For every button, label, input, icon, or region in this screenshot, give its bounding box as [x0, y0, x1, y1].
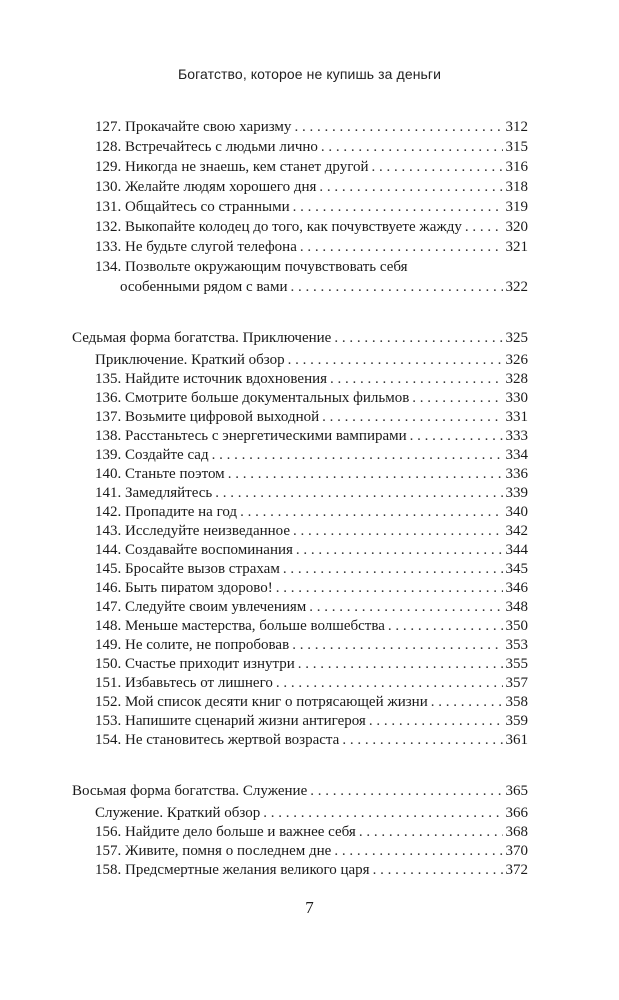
dot-leader: [388, 616, 503, 636]
dot-leader: [309, 597, 502, 617]
toc-entry-page: 322: [505, 279, 528, 295]
dot-leader: [359, 822, 503, 842]
dot-leader: [410, 426, 503, 446]
toc-entry-label: 139. Создайте сад: [95, 447, 209, 463]
toc-entry: [95, 445, 528, 465]
dot-leader: [240, 502, 502, 522]
dot-leader: [293, 197, 503, 217]
toc-entry-page: 318: [505, 179, 528, 195]
toc-entry-label: 130. Желайте людям хорошего дня: [95, 179, 317, 195]
toc-entry: [95, 635, 528, 655]
toc-entry: [95, 803, 528, 823]
dot-leader: [290, 277, 502, 297]
section-title-label: Восьмая форма богатства. Служение: [72, 783, 308, 799]
toc-entry-label: 138. Расстаньтесь с энергетическими вампирами: [95, 428, 407, 444]
toc-entry-label: 145. Бросайте вызов страхам: [95, 561, 280, 577]
dot-leader: [288, 350, 503, 370]
toc-entry-page: 315: [505, 139, 528, 155]
toc-entry: [95, 692, 528, 712]
toc-entry-label: 146. Быть пиратом здорово!: [95, 580, 273, 596]
toc-entry: [95, 217, 528, 237]
toc-entry-label: 148. Меньше мастерства, больше волшебства: [95, 618, 385, 634]
toc-entry-page: 353: [505, 637, 528, 653]
dot-leader: [298, 654, 503, 674]
dot-leader: [276, 673, 503, 693]
toc-entry: [95, 673, 528, 693]
toc-entry-page: 340: [505, 504, 528, 520]
toc-entry-page: 330: [505, 390, 528, 406]
toc-entry-label: 132. Выкопайте колодец до того, как почувствуете жажду: [95, 219, 462, 235]
toc-entry: [95, 616, 528, 636]
toc-entry: [95, 521, 528, 541]
toc-entry-label: 154. Не становитесь жертвой возраста: [95, 732, 340, 748]
toc-entry: [95, 407, 528, 427]
toc-entry-page: 368: [505, 824, 528, 840]
dot-leader: [369, 711, 503, 731]
toc-entry-page: 370: [505, 843, 528, 859]
toc-entry-label: 158. Предсмертные желания великого царя: [95, 862, 370, 878]
toc-entry: [95, 350, 528, 370]
dot-leader: [465, 217, 503, 237]
toc-entry: [95, 388, 528, 408]
dot-leader: [300, 237, 503, 257]
toc-entry-label-line2: особенными рядом с вами: [120, 279, 288, 295]
toc-entry: [95, 257, 528, 277]
section-title-label: Седьмая форма богатства. Приключение: [72, 330, 332, 346]
dot-leader: [372, 157, 503, 177]
toc-entry: [95, 117, 528, 137]
toc-entry-page: 316: [505, 159, 528, 175]
toc-entry-label-line1: 134. Позвольте окружающим почувствовать себя: [95, 259, 408, 275]
toc-entry-page: 326: [505, 352, 528, 368]
toc-entry-page: 320: [505, 219, 528, 235]
toc-entry-page: 339: [505, 485, 528, 501]
dot-leader: [296, 540, 503, 560]
toc-entry: [95, 822, 528, 842]
toc-entry: [95, 578, 528, 598]
toc-entry-label: 147. Следуйте своим увлечениям: [95, 599, 307, 615]
dot-leader: [431, 692, 503, 712]
toc-entry-label: 141. Замедляйтесь: [95, 485, 213, 501]
toc-entry: [95, 464, 528, 484]
toc-entry-page: 348: [505, 599, 528, 615]
toc-entry: [95, 157, 528, 177]
toc-entry-label: 127. Прокачайте свою харизму: [95, 119, 292, 135]
toc-entry-page: 346: [505, 580, 528, 596]
toc-entry-label: 142. Пропадите на год: [95, 504, 238, 520]
running-header: Богатство, которое не купишь за деньги: [177, 66, 442, 82]
toc-entry-page: 336: [505, 466, 528, 482]
toc-entry: [95, 654, 528, 674]
toc-entry: [95, 426, 528, 446]
toc-entry: [95, 197, 528, 217]
dot-leader: [215, 483, 502, 503]
dot-leader: [342, 730, 502, 750]
toc-entry-page: 321: [505, 239, 528, 255]
toc-entry: [95, 711, 528, 731]
toc-entry-page: 372: [505, 862, 528, 878]
toc-entry-page: 331: [505, 409, 528, 425]
toc-entry-continuation: [120, 277, 528, 297]
toc-entry: [95, 237, 528, 257]
toc-entry-page: 366: [505, 805, 528, 821]
toc-entry-page: 344: [505, 542, 528, 558]
toc-entry-label: 129. Никогда не знаешь, кем станет другой: [95, 159, 369, 175]
toc-entry-label: 140. Станьте поэтом: [95, 466, 225, 482]
dot-leader: [330, 369, 502, 389]
toc-entry: [95, 540, 528, 560]
dot-leader: [276, 578, 503, 598]
toc-entry-page: 334: [505, 447, 528, 463]
toc-entry-page: 350: [505, 618, 528, 634]
toc-entry-page: 328: [505, 371, 528, 387]
dot-leader: [334, 328, 502, 348]
page-number: 7: [305, 898, 314, 917]
dot-leader: [373, 860, 503, 880]
toc-entry: [95, 177, 528, 197]
toc-entry-label: 153. Напишите сценарий жизни антигероя: [95, 713, 366, 729]
toc-entry-page: 358: [505, 694, 528, 710]
toc-entry-label: 135. Найдите источник вдохновения: [95, 371, 328, 387]
dot-leader: [310, 781, 502, 801]
toc-entry-page: 345: [505, 561, 528, 577]
toc-entry-label: 152. Мой список десяти книг о потрясающей жизни: [95, 694, 428, 710]
toc-section-title: [72, 328, 528, 348]
toc-section-title: [72, 781, 528, 801]
toc-entry-label: 131. Общайтесь со странными: [95, 199, 290, 215]
dot-leader: [293, 521, 503, 541]
toc-entry-label: 157. Живите, помня о последнем дне: [95, 843, 332, 859]
dot-leader: [228, 464, 503, 484]
dot-leader: [212, 445, 503, 465]
toc-entry-label: 151. Избавьтесь от лишнего: [95, 675, 273, 691]
dot-leader: [294, 117, 502, 137]
toc-entry-page: 355: [505, 656, 528, 672]
dot-leader: [322, 407, 502, 427]
toc-entry-label: Приключение. Краткий обзор: [95, 352, 285, 368]
toc-entry-page: 357: [505, 675, 528, 691]
dot-leader: [263, 803, 502, 823]
toc-entry-label: Служение. Краткий обзор: [95, 805, 261, 821]
toc-entry-label: 156. Найдите дело больше и важнее себя: [95, 824, 356, 840]
toc-entry: [95, 559, 528, 579]
dot-leader: [321, 137, 503, 157]
toc-entry-page: 312: [505, 119, 528, 135]
toc-entry: [95, 483, 528, 503]
dot-leader: [412, 388, 502, 408]
toc-entry: [95, 730, 528, 750]
toc-entry-label: 137. Возьмите цифровой выходной: [95, 409, 320, 425]
dot-leader: [319, 177, 502, 197]
toc-entry-label: 143. Исследуйте неизведанное: [95, 523, 290, 539]
toc-entry-label: 136. Смотрите больше документальных фильмов: [95, 390, 410, 406]
toc-entry-page: 359: [505, 713, 528, 729]
toc-entry: [95, 137, 528, 157]
toc-entry: [95, 597, 528, 617]
toc-entry-page: 361: [505, 732, 528, 748]
toc-entry: [95, 502, 528, 522]
toc-entry-label: 150. Счастье приходит изнутри: [95, 656, 295, 672]
toc-entry-label: 149. Не солите, не попробовав: [95, 637, 290, 653]
toc-entry: [95, 860, 528, 880]
toc-entry-label: 144. Создавайте воспоминания: [95, 542, 293, 558]
dot-leader: [292, 635, 502, 655]
section-title-page: 365: [505, 783, 528, 799]
toc-entry: [95, 841, 528, 861]
toc-entry: [95, 369, 528, 389]
toc-entry-label: 133. Не будьте слугой телефона: [95, 239, 297, 255]
toc-entry-page: 319: [505, 199, 528, 215]
dot-leader: [334, 841, 502, 861]
toc-entry-page: 333: [505, 428, 528, 444]
toc-entry-page: 342: [505, 523, 528, 539]
toc-entry-label: 128. Встречайтесь с людьми лично: [95, 139, 318, 155]
dot-leader: [283, 559, 503, 579]
section-title-page: 325: [505, 330, 528, 346]
